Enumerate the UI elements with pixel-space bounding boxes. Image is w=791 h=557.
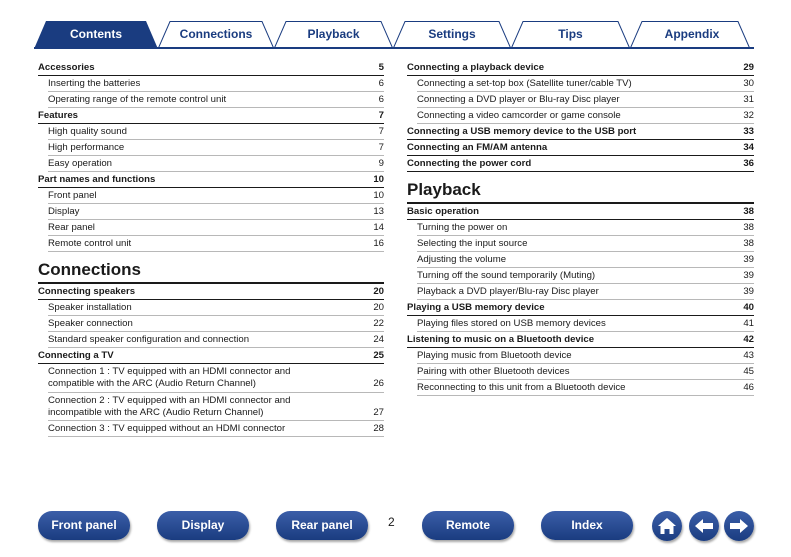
toc-entry[interactable] [48, 364, 384, 393]
toc-page: 14 [373, 221, 384, 233]
toc-page: 9 [378, 157, 384, 169]
toc-entry[interactable] [48, 124, 384, 140]
toc-entry[interactable] [417, 252, 754, 268]
toc-page: 6 [378, 77, 384, 89]
toc-entry[interactable] [48, 220, 384, 236]
toc-page: 16 [373, 237, 384, 249]
toc-page: 36 [743, 157, 754, 169]
toc-entry[interactable] [48, 140, 384, 156]
toc-title-line: compatible with the ARC (Audio Return Channel) [48, 378, 256, 389]
toc-title: Operating range of the remote control unit [48, 93, 227, 105]
toc-title: Speaker installation [48, 301, 132, 313]
toc-heading[interactable] [407, 204, 754, 220]
toc-entry[interactable] [417, 268, 754, 284]
back-arrow-icon [689, 511, 719, 541]
toc-title [48, 366, 364, 390]
home-icon [652, 511, 682, 541]
rear-panel-button[interactable]: Rear panel [276, 511, 368, 540]
toc-title: Adjusting the volume [417, 253, 507, 265]
tab-playback[interactable] [274, 21, 393, 49]
toc-title: Basic operation [407, 205, 479, 217]
tab-label: Contents [70, 27, 122, 41]
toc-entry[interactable] [417, 220, 754, 236]
toc-title: Accessories [38, 61, 95, 73]
forward-button[interactable] [724, 511, 754, 541]
toc-entry[interactable] [48, 204, 384, 220]
toc-right-column [407, 60, 754, 396]
toc-page: 38 [743, 237, 754, 249]
toc-title: Connecting a playback device [407, 61, 545, 73]
toc-entry[interactable] [48, 92, 384, 108]
toc-page: 33 [743, 125, 754, 137]
toc-heading[interactable] [38, 108, 384, 124]
toc-title: Playing files stored on USB memory devices [417, 317, 606, 329]
toc-entry[interactable] [417, 316, 754, 332]
toc-page: 27 [373, 406, 384, 418]
toc-title: Connecting a video camcorder or game console [417, 109, 621, 121]
toc-page: 29 [743, 61, 754, 73]
toc-page: 20 [373, 285, 384, 297]
toc-heading[interactable] [407, 140, 754, 156]
toc-entry[interactable] [48, 236, 384, 252]
toc-page: 28 [373, 422, 384, 434]
toc-page: 30 [743, 77, 754, 89]
toc-title: Connecting a set-top box (Satellite tuner/cable TV) [417, 77, 632, 89]
toc-title: Connecting a DVD player or Blu-ray Disc player [417, 93, 620, 105]
toc-page: 34 [743, 141, 754, 153]
front-panel-button[interactable]: Front panel [38, 511, 130, 540]
toc-title: Rear panel [48, 221, 95, 233]
tab-contents[interactable] [34, 21, 158, 49]
back-button[interactable] [689, 511, 719, 541]
tab-baseline [34, 47, 754, 49]
toc-page: 45 [743, 365, 754, 377]
toc-page: 7 [378, 109, 384, 121]
toc-title: Turning off the sound temporarily (Muting) [417, 269, 596, 281]
toc-title: Playing a USB memory device [407, 301, 545, 313]
toc-entry[interactable] [417, 76, 754, 92]
tab-label: Playback [307, 27, 360, 41]
toc-title: Display [48, 205, 80, 217]
toc-page: 39 [743, 269, 754, 281]
toc-page: 10 [373, 189, 384, 201]
index-button[interactable]: Index [541, 511, 633, 540]
toc-title: Easy operation [48, 157, 112, 169]
toc-title: Connecting the power cord [407, 157, 532, 169]
toc-page: 41 [743, 317, 754, 329]
toc-title: Connecting a TV [38, 349, 114, 361]
toc-entry[interactable] [417, 284, 754, 300]
toc-page: 39 [743, 285, 754, 297]
tab-settings[interactable] [393, 21, 511, 49]
home-button[interactable] [652, 511, 682, 541]
toc-heading[interactable] [38, 284, 384, 300]
toc-page: 43 [743, 349, 754, 361]
toc-heading[interactable] [407, 300, 754, 316]
toc-entry[interactable] [48, 421, 384, 437]
toc-entry[interactable] [48, 393, 384, 422]
toc-page: 40 [743, 301, 754, 313]
toc-heading[interactable] [38, 60, 384, 76]
toc-entry[interactable] [417, 348, 754, 364]
toc-entry[interactable] [48, 156, 384, 172]
toc-title: Connection 3 : TV equipped without an HDMI connector [48, 422, 286, 434]
toc-entry[interactable] [48, 188, 384, 204]
section-title-connections: Connections [38, 252, 384, 284]
page-number: 2 [388, 515, 395, 529]
toc-title: Speaker connection [48, 317, 133, 329]
toc-heading[interactable] [38, 348, 384, 364]
toc-title: Connecting speakers [38, 285, 136, 297]
remote-button[interactable]: Remote [422, 511, 514, 540]
toc-heading[interactable] [38, 172, 384, 188]
toc-title: High quality sound [48, 125, 127, 137]
tab-label: Appendix [664, 27, 720, 41]
tab-connections[interactable] [158, 21, 274, 49]
tab-label: Connections [179, 27, 253, 41]
toc-page: 10 [373, 173, 384, 185]
toc-page: 22 [373, 317, 384, 329]
tab-appendix[interactable] [630, 21, 754, 49]
toc-title: High performance [48, 141, 125, 153]
toc-title: Front panel [48, 189, 97, 201]
toc-page: 24 [373, 333, 384, 345]
toc-entry[interactable] [48, 300, 384, 316]
toc-title-line: incompatible with the ARC (Audio Return Channel) [48, 406, 264, 418]
tab-label: Tips [558, 27, 583, 41]
toc-entry[interactable] [417, 364, 754, 380]
toc-title: Features [38, 109, 78, 121]
toc-page: 5 [378, 61, 384, 73]
toc-entry[interactable] [48, 332, 384, 348]
toc-page: 42 [743, 333, 754, 345]
forward-arrow-icon [724, 511, 754, 541]
toc-heading[interactable] [407, 332, 754, 348]
toc-entry[interactable] [48, 76, 384, 92]
toc-title: Reconnecting to this unit from a Bluetooth device [417, 381, 626, 393]
toc-title [48, 395, 364, 419]
toc-page: 38 [743, 221, 754, 233]
section-title-playback: Playback [407, 172, 754, 204]
toc-title-line: Connection 1 : TV equipped with an HDMI connector and [48, 366, 291, 377]
toc-entry[interactable] [417, 236, 754, 252]
toc-entry[interactable] [48, 316, 384, 332]
toc-title-line: Connection 2 : TV equipped with an HDMI connector and [48, 394, 291, 406]
toc-page: 32 [743, 109, 754, 121]
toc-page: 38 [743, 205, 754, 217]
toc-page: 26 [373, 378, 384, 389]
toc-title: Inserting the batteries [48, 77, 141, 89]
toc-title: Connecting a USB memory device to the USB port [407, 125, 637, 137]
toc-title: Turning the power on [417, 221, 508, 233]
toc-left-column [38, 60, 384, 437]
toc-title: Remote control unit [48, 237, 132, 249]
toc-title: Listening to music on a Bluetooth device [407, 333, 595, 345]
toc-heading[interactable] [407, 124, 754, 140]
tab-tips[interactable] [511, 21, 630, 49]
toc-page: 7 [378, 141, 384, 153]
tab-bar [34, 21, 754, 49]
tab-label: Settings [428, 27, 476, 41]
toc-title: Pairing with other Bluetooth devices [417, 365, 570, 377]
toc-page: 46 [743, 381, 754, 393]
toc-title: Playback a DVD player/Blu-ray Disc player [417, 285, 599, 297]
toc-page: 39 [743, 253, 754, 265]
toc-heading[interactable] [407, 156, 754, 172]
toc-page: 20 [373, 301, 384, 313]
toc-entry[interactable] [417, 92, 754, 108]
toc-page: 13 [373, 205, 384, 217]
toc-title: Part names and functions [38, 173, 156, 185]
toc-title: Selecting the input source [417, 237, 528, 249]
toc-page: 25 [373, 349, 384, 361]
toc-entry[interactable] [417, 380, 754, 396]
toc-page: 6 [378, 93, 384, 105]
toc-page: 31 [743, 93, 754, 105]
toc-heading[interactable] [407, 60, 754, 76]
toc-title: Connecting an FM/AM antenna [407, 141, 548, 153]
toc-page: 7 [378, 125, 384, 137]
toc-entry[interactable] [417, 108, 754, 124]
toc-title: Standard speaker configuration and connection [48, 333, 250, 345]
display-button[interactable]: Display [157, 511, 249, 540]
toc-title: Playing music from Bluetooth device [417, 349, 572, 361]
